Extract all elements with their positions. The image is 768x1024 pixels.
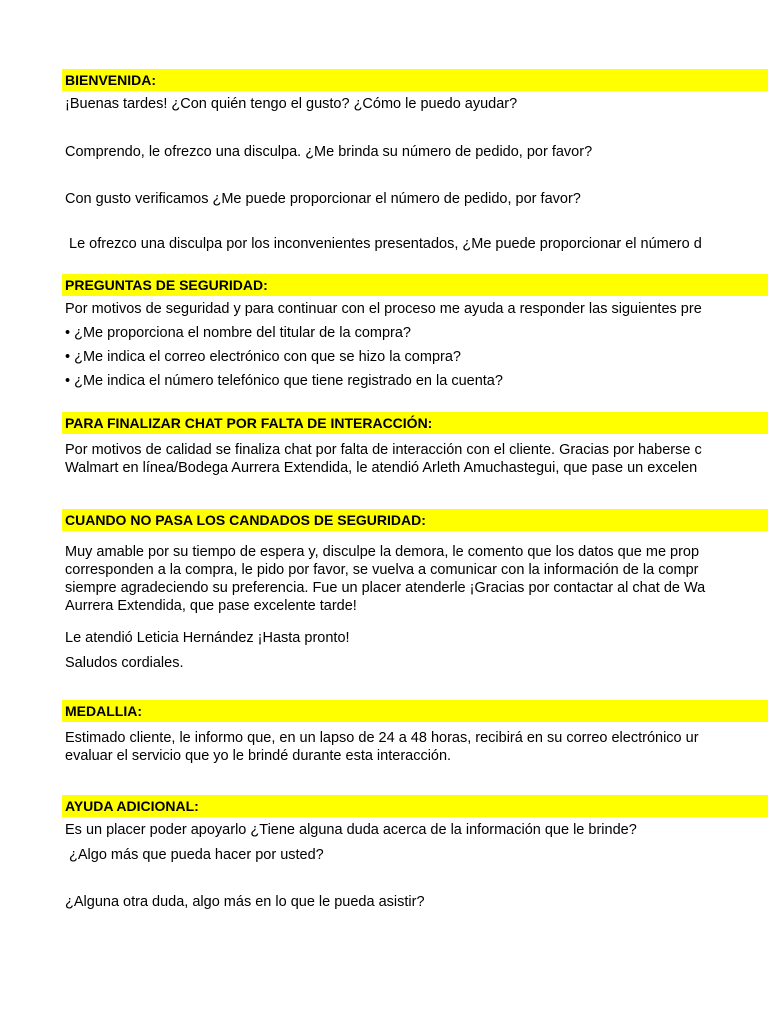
- candados-line-2: corresponden a la compra, le pido por favor, se vuelva a comunicar con la información de la compr: [65, 562, 699, 578]
- preguntas-intro: Por motivos de seguridad y para continuar con el proceso me ayuda a responder las siguientes pre: [65, 301, 702, 317]
- ayuda-line-3: ¿Alguna otra duda, algo más en lo que le pueda asistir?: [65, 894, 425, 910]
- candados-paragraph: [65, 543, 705, 615]
- bienvenida-line-4: Le ofrezco una disculpa por los inconvenientes presentados, ¿Me puede proporcionar el número d: [65, 236, 702, 252]
- medallia-line-1: Estimado cliente, le informo que, en un lapso de 24 a 48 horas, recibirá en su correo electrónico ur: [65, 730, 699, 746]
- bienvenida-line-1: ¡Buenas tardes! ¿Con quién tengo el gusto? ¿Cómo le puedo ayudar?: [65, 96, 518, 112]
- candados-line-6: Saludos cordiales.: [65, 655, 184, 671]
- candados-line-3: siempre agradeciendo su preferencia. Fue un placer atenderle ¡Gracias por contactar al chat de Wa: [65, 580, 706, 596]
- ayuda-line-1: Es un placer poder apoyarlo ¿Tiene alguna duda acerca de la información que le brinde?: [65, 822, 637, 838]
- candados-line-5: Le atendió Leticia Hernández ¡Hasta pronto!: [65, 630, 350, 646]
- finalizar-line-2: Walmart en línea/Bodega Aurrera Extendida, le atendió Arleth Amuchastegui, que pase un excelen: [65, 460, 698, 476]
- section-heading-finalizar-chat: PARA FINALIZAR CHAT POR FALTA DE INTERACCIÓN:: [62, 412, 768, 434]
- candados-line-1: Muy amable por su tiempo de espera y, disculpe la demora, le comento que los datos que me prop: [65, 544, 700, 560]
- medallia-line-2: evaluar el servicio que yo le brindé durante esta interacción.: [65, 748, 452, 764]
- section-heading-medallia: MEDALLIA:: [62, 700, 768, 722]
- section-heading-candados-seguridad: CUANDO NO PASA LOS CANDADOS DE SEGURIDAD:: [62, 509, 768, 531]
- preguntas-bullet-3: • ¿Me indica el número telefónico que tiene registrado en la cuenta?: [65, 373, 503, 389]
- section-heading-bienvenida: BIENVENIDA:: [62, 69, 768, 91]
- candados-line-4: Aurrera Extendida, que pase excelente tarde!: [65, 598, 357, 614]
- preguntas-bullet-2: • ¿Me indica el correo electrónico con que se hizo la compra?: [65, 349, 461, 365]
- section-heading-preguntas-seguridad: PREGUNTAS DE SEGURIDAD:: [62, 274, 768, 296]
- bienvenida-line-3: Con gusto verificamos ¿Me puede proporcionar el número de pedido, por favor?: [65, 191, 581, 207]
- preguntas-bullet-1: • ¿Me proporciona el nombre del titular de la compra?: [65, 325, 411, 341]
- finalizar-line-1: Por motivos de calidad se finaliza chat por falta de interacción con el cliente. Gracias por haberse c: [65, 442, 702, 458]
- bienvenida-line-2: Comprendo, le ofrezco una disculpa. ¿Me brinda su número de pedido, por favor?: [65, 144, 593, 160]
- ayuda-line-2: ¿Algo más que pueda hacer por usted?: [65, 847, 324, 863]
- finalizar-paragraph: [65, 441, 702, 477]
- section-heading-ayuda-adicional: AYUDA ADICIONAL:: [62, 795, 768, 817]
- medallia-paragraph: [65, 729, 699, 765]
